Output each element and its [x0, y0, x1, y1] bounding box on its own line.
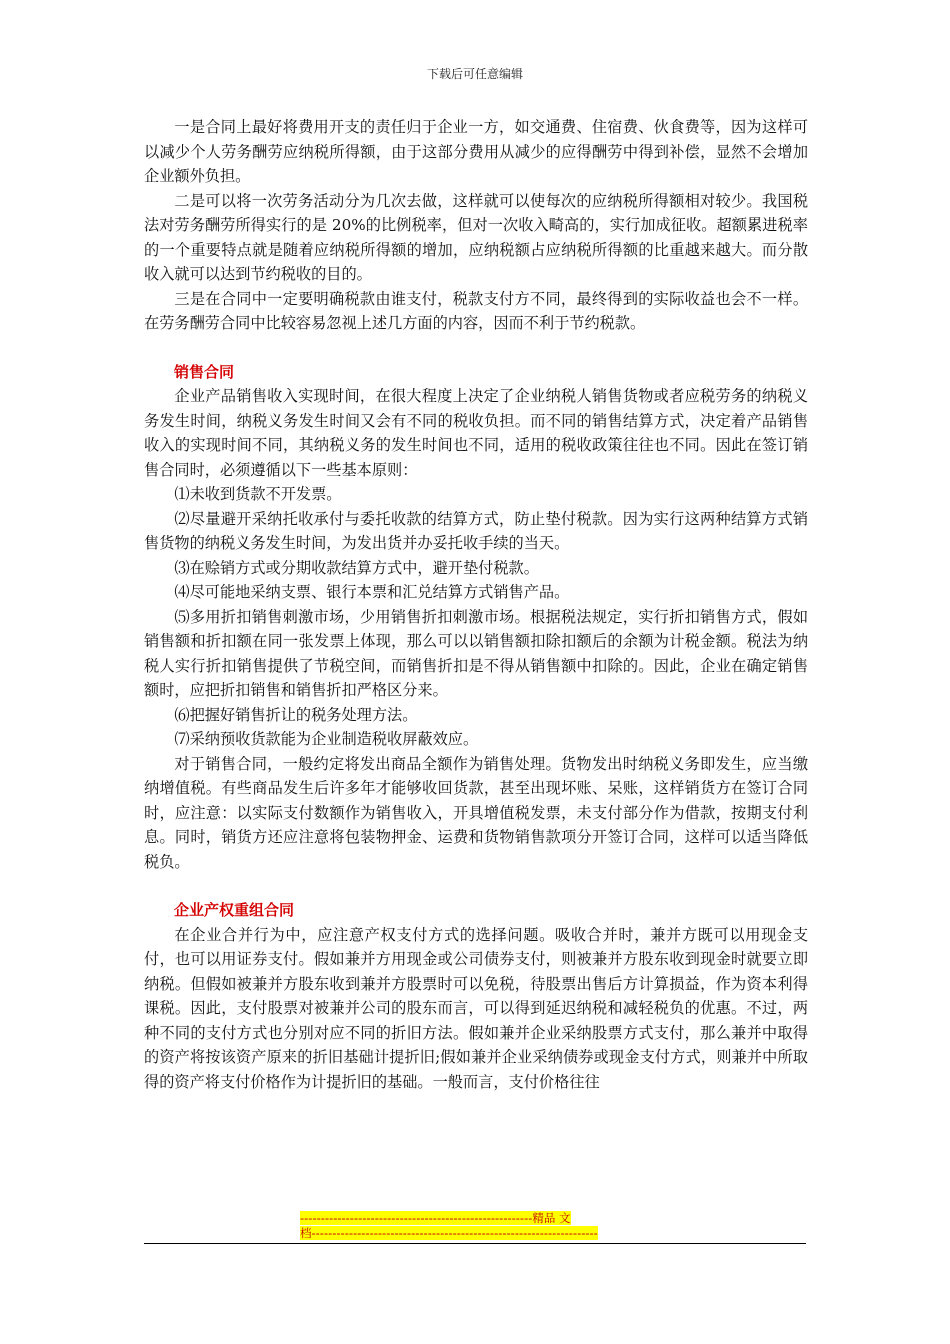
- footer-line: --------------------------------------------------------精品 文: [300, 1211, 571, 1225]
- section-heading-restructure-contract: 企业产权重组合同: [174, 901, 295, 919]
- list-item: ⑸多用折扣销售刺激市场，少用销售折扣刺激市场。根据税法规定，实行折扣销售方式，假如销售额和折扣额在同一张发票上体现，那么可以以销售额扣除扣额后的余额为计税金额。税法为纳税人实行折扣销售提供了节税空间，而销售折扣是不得从销售额中扣除的。因此，企业在确定销售额时，应把折扣销售和销售折扣严格区分来。: [144, 607, 808, 699]
- list-item: ⑹把握好销售折让的税务处理方法。: [174, 705, 418, 724]
- paragraph: 在企业合并行为中，应注意产权支付方式的选择问题。吸收合并时，兼并方既可以用现金支付，也可以用证券支付。假如兼并方用现金或公司债券支付，则被兼并方股东收到现金时就要立即纳税。但假如被兼并方股东收到兼并方股票时可以免税，待股票出售后方计算损益，作为资本利得课税。因此，支付股票对被兼并公司的股东而言，可以得到延迟纳税和减轻税负的优惠。不过，两种不同的支付方式也分别对应不同的折旧方法。假如兼并企业采纳股票方式支付，那么兼并中取得的资产将按该资产原来的折旧基础计提折旧;假如兼并企业采纳债券或现金支付方式，则兼并中所取得的资产将支付价格作为计提折旧的基础。一般而言，支付价格往往: [144, 925, 808, 1091]
- paragraph: 三是在合同中一定要明确税款由谁支付，税款支付方不同，最终得到的实际收益也会不一样。在劳务酬劳合同中比较容易忽视上述几方面的内容，因而不利于节约税款。: [144, 289, 808, 332]
- list-item: ⑶在赊销方式或分期收款结算方式中，避开垫付税款。: [174, 558, 539, 577]
- document-body: [144, 115, 808, 1094]
- paragraph: 二是可以将一次劳务活动分为几次去做，这样就可以使每次的应纳税所得额相对较少。我国税法对劳务酬劳所得实行的是 20%的比例税率，但对一次收入畸高的，实行加成征收。超额累进税率的一个重要特点就是随着应纳税所得额的增加，应纳税额占应纳税所得额的比重越来越大。而分散收入就可以达到节约税收的目的。: [144, 191, 808, 283]
- paragraph: 企业产品销售收入实现时间，在很大程度上决定了企业纳税人销售货物或者应税劳务的纳税义务发生时间，纳税义务发生时间又会有不同的税收负担。而不同的销售结算方式，决定着产品销售收入的实现时间不同，其纳税义务的发生时间也不同，适用的税收政策往往也不同。因此在签订销售合同时，必须遵循以下一些基本原则：: [144, 387, 808, 479]
- page-header: 下载后可任意编辑: [426, 67, 523, 81]
- paragraph: 一是合同上最好将费用开支的责任归于企业一方，如交通费、住宿费、伙食费等，因为这样可以减少个人劳务酬劳应纳税所得额，由于这部分费用从减少的应得酬劳中得到补偿，显然不会增加企业额外负担。: [144, 118, 808, 185]
- paragraph: 对于销售合同，一般约定将发出商品全额作为销售处理。货物发出时纳税义务即发生，应当缴纳增值税。有些商品发生后许多年才能够收回货款，甚至出现坏账、呆账，这样销货方在签订合同时，应注意：以实际支付数额作为销售收入，开具增值税发票，未支付部分作为借款，按期支付利息。同时，销货方还应注意将包装物押金、运费和货物销售款项分开签订合同，这样可以适当降低税负。: [144, 754, 808, 871]
- list-item: ⑴未收到货款不开发票。: [174, 485, 342, 503]
- list-item: ⑺采纳预收货款能为企业制造税收屏蔽效应。: [174, 730, 479, 748]
- footer-watermark: [300, 1211, 598, 1241]
- list-item: ⑵尽量避开采纳托收承付与委托收款的结算方式，防止垫付税款。因为实行这两种结算方式销售货物的纳税义务发生时间，为发出货并办妥托收手续的当天。: [144, 509, 808, 552]
- section-heading-sales-contract: 销售合同: [174, 362, 235, 381]
- footer-line: 档---------------------------------------------------------------------: [300, 1226, 598, 1240]
- footer-rule: [144, 1243, 806, 1244]
- list-item: ⑷尽可能地采纳支票、银行本票和汇兑结算方式销售产品。: [174, 583, 570, 601]
